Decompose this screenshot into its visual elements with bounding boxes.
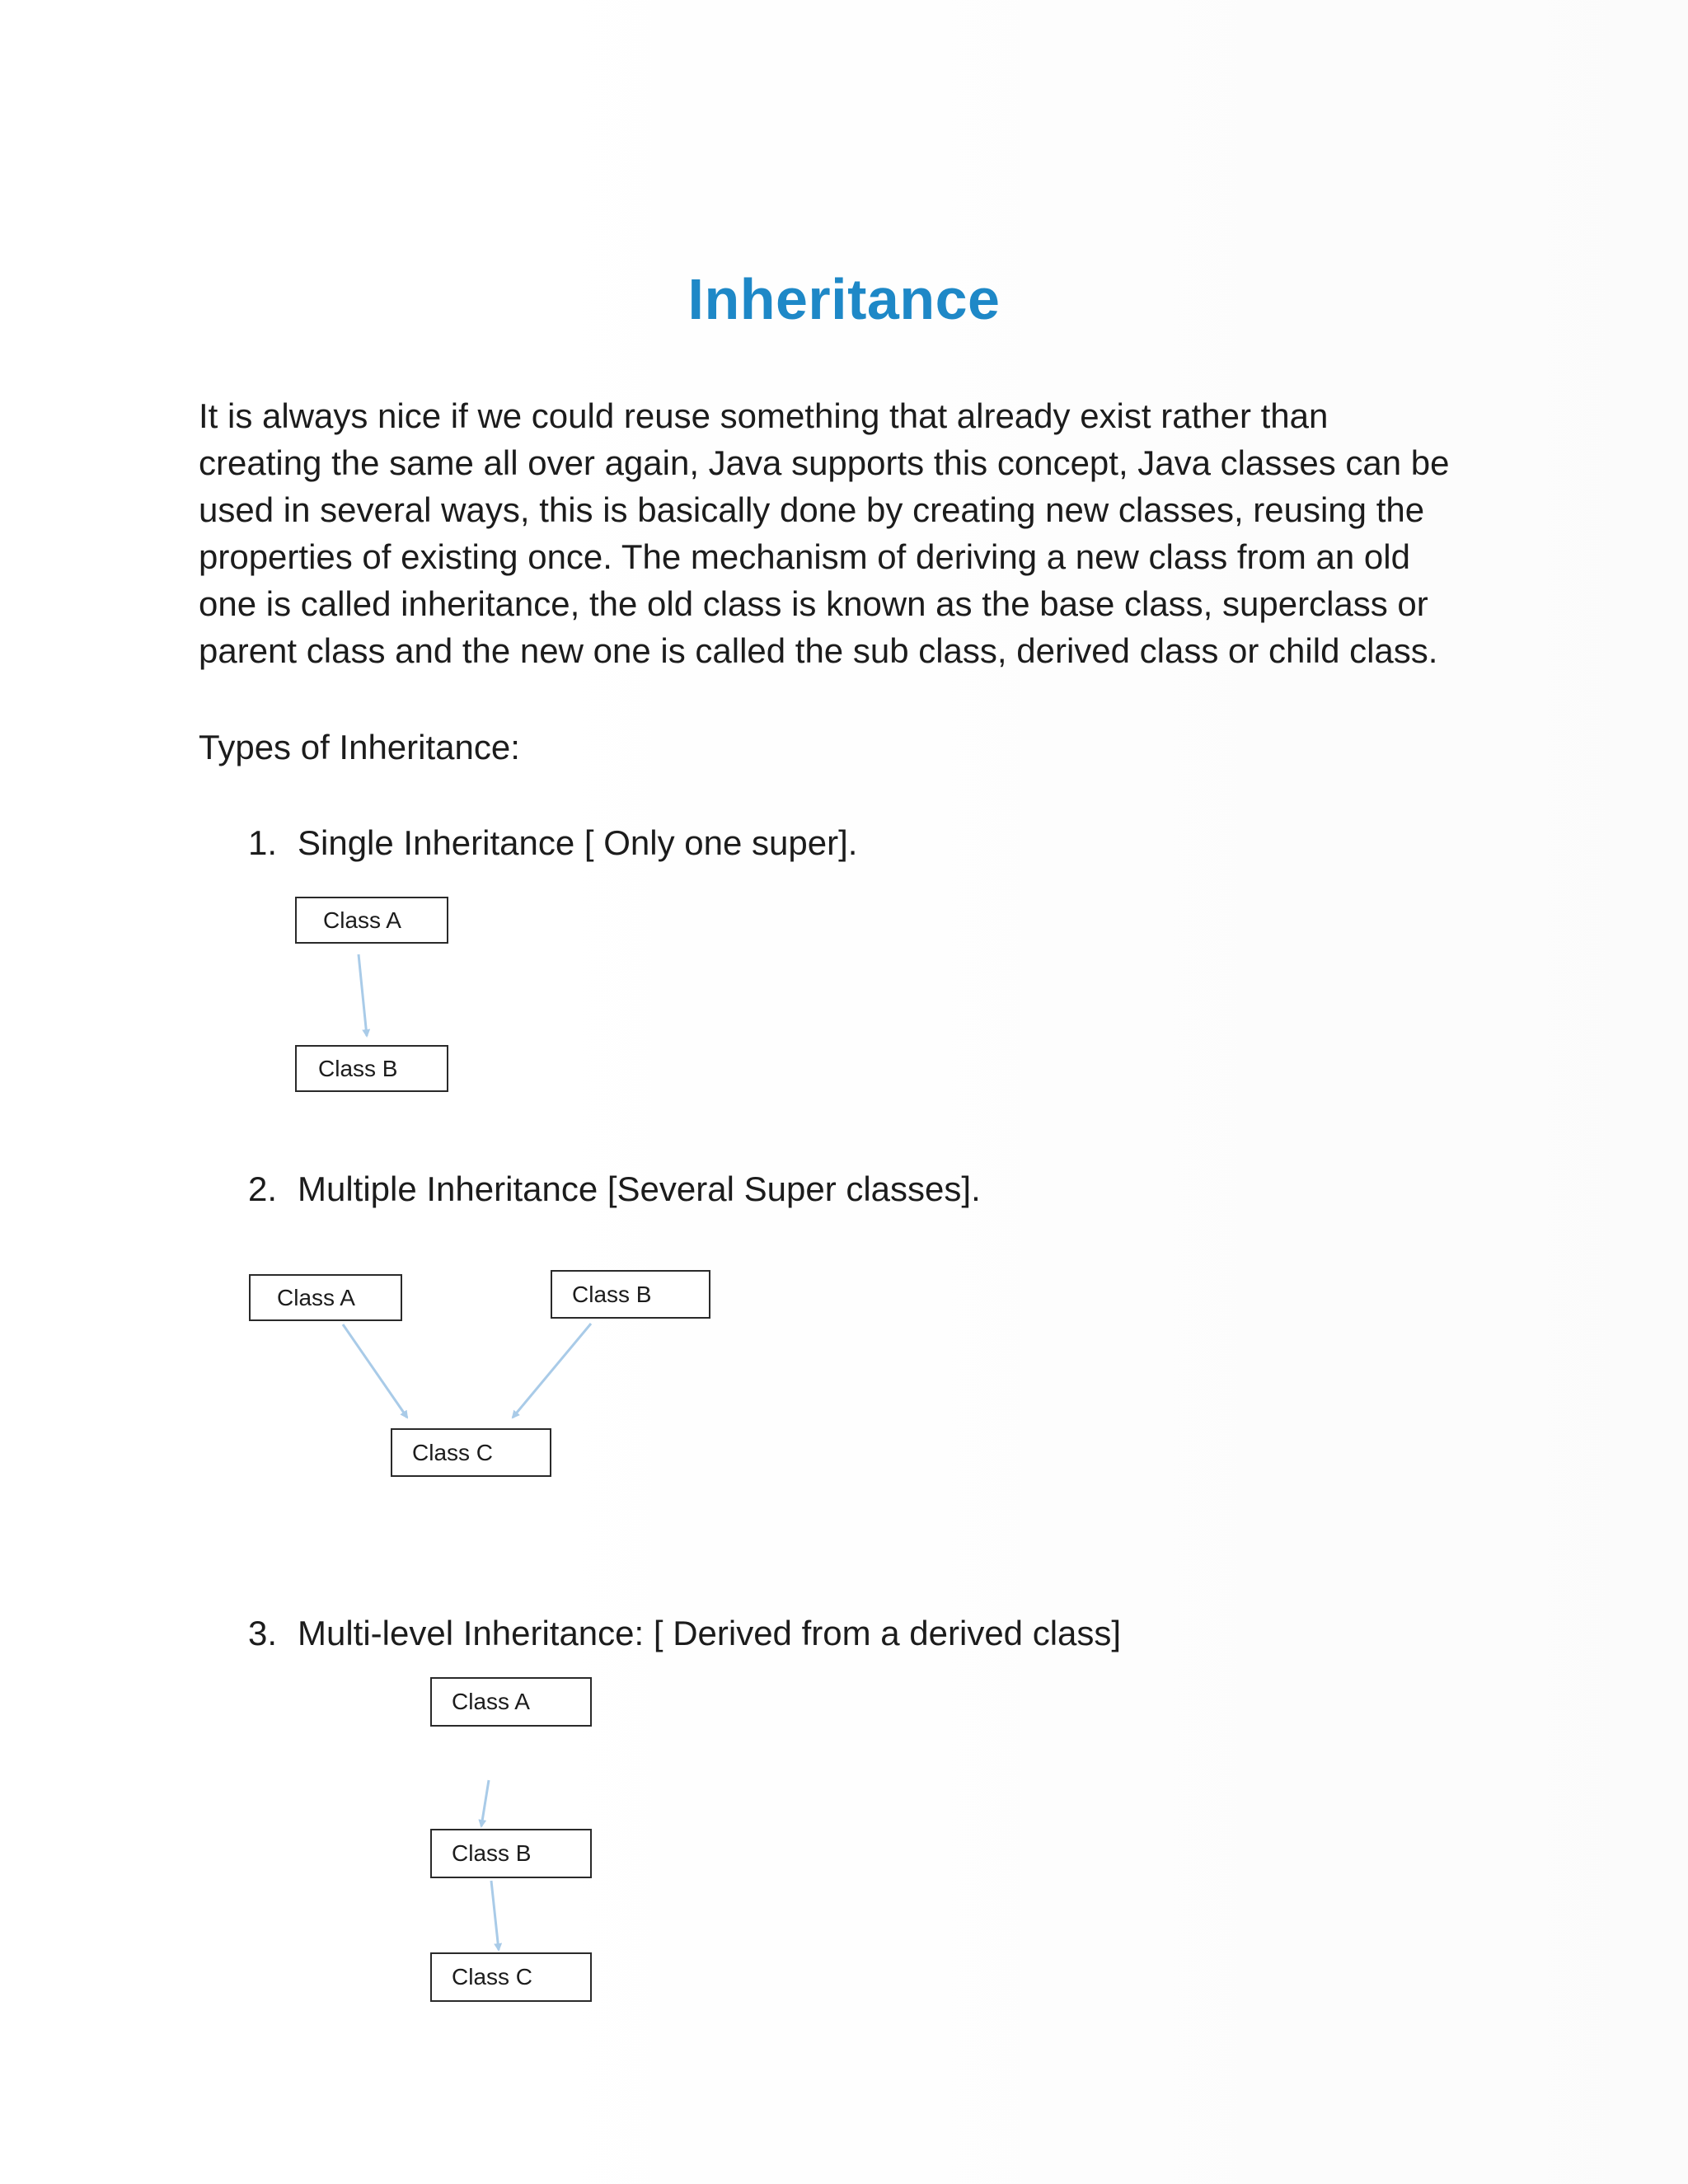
list-number: 2. — [248, 1169, 278, 1208]
single-class-a-box — [295, 897, 448, 944]
box-label: Class A — [323, 907, 401, 933]
list-item-text: Multiple Inheritance [Several Super classes]. — [298, 1169, 981, 1208]
multiple-class-b-box — [551, 1270, 710, 1319]
list-number: 1. — [248, 823, 278, 862]
box-label: Class C — [452, 1964, 533, 1990]
box-label: Class B — [452, 1840, 532, 1866]
list-number: 3. — [248, 1614, 278, 1652]
box-label: Class A — [277, 1284, 355, 1310]
multilevel-class-a-box — [430, 1677, 592, 1727]
multiple-class-c-box — [391, 1428, 551, 1477]
multilevel-class-c-box — [430, 1952, 592, 2002]
single-class-b-box — [295, 1045, 448, 1092]
list-item-text: Single Inheritance [ Only one super]. — [298, 823, 858, 862]
box-label: Class A — [452, 1689, 530, 1714]
types-heading: Types of Inheritance: — [199, 728, 520, 766]
box-label: Class B — [318, 1055, 398, 1081]
intro-paragraph: It is always nice if we could reuse something that already exist rather than creating the same all over again, Java supports this concept, Java classes can be used in several ways, this is basically done by creating new classes, reusing the properties of existing once. The mechanism of deriving a new class from an old one is called inheritance, the old class is known as the base class, superclass or parent class and the new one is called the sub class, derived class or child class. — [199, 396, 1450, 670]
list-item-text: Multi-level Inheritance: [ Derived from a derived class] — [298, 1614, 1122, 1652]
page-title: Inheritance — [687, 267, 1001, 331]
multilevel-class-b-box — [430, 1829, 592, 1878]
multiple-class-a-box — [249, 1274, 402, 1321]
box-label: Class B — [572, 1281, 652, 1307]
box-label: Class C — [412, 1439, 494, 1465]
